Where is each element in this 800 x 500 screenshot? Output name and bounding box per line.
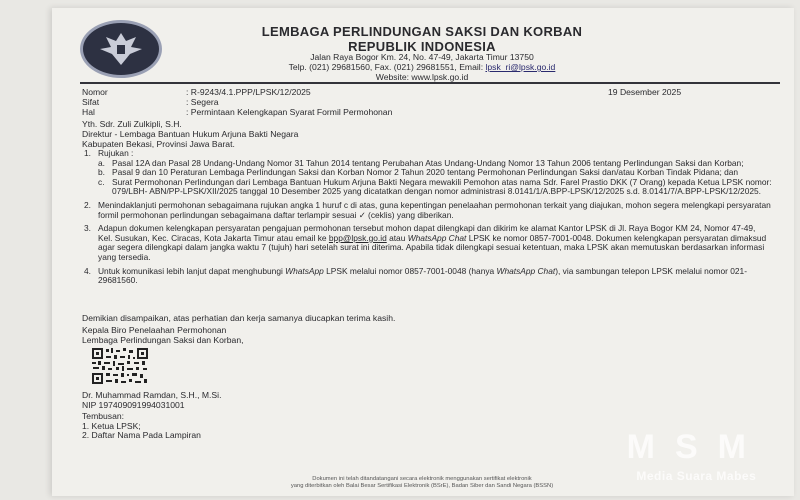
sifat-value: : Segera [186, 97, 219, 108]
body-item-4: 4. Untuk komunikasi lebih lanjut dapat menghubungi WhatsApp LPSK melalui nomor 0857-7001-0048 (hanya WhatsApp Chat), via sambungan telepon LPSK melalui nomor 021-29681560. [84, 265, 748, 286]
hal-value: : Permintaan Kelengkapan Syarat Formil Permohonan [186, 107, 393, 118]
letter-sheet [52, 8, 794, 496]
tembusan-item-1: 1. Ketua LPSK; [82, 420, 141, 431]
nomor-label: Nomor [82, 87, 108, 97]
contact-line: Telp. (021) 29681560, Fax. (021) 29681551, Email: lpsk_ri@lpsk.go.id [288, 62, 556, 72]
bpp-email-link[interactable]: bpp@lpsk.go.id [328, 232, 387, 243]
tembusan-title: Tembusan: [82, 411, 125, 421]
institution-title [202, 24, 642, 54]
country-name: REPUBLIK INDONESIA [348, 39, 496, 54]
letter-meta [82, 87, 392, 118]
watermark-logo-text: MSM [626, 428, 766, 466]
msm-watermark [627, 428, 766, 483]
closing-sentence: Demikian disampaikan, atas perhatian dan kerja samanya diucapkan terima kasih. [82, 313, 396, 323]
rujukan-a: a. Pasal 12A dan Pasal 28 Undang-Undang Nomor 31 Tahun 2014 tentang Perubahan Atas Undang-Undang Nomor 13 Tahun 2006 tentang Perlindungan Saksi dan Korban; [98, 157, 744, 168]
body-item-2: 2. Menindaklanjuti permohonan sebagaimana rujukan angka 1 huruf c di atas, guna kepentingan penelaahan permohonan terkait yang diajukan, mohon segera melengkapi persyaratan formil permohonan perlindungan sebagaimana daftar terlampir sesuai ✓ (ceklis) yang diberikan. [84, 199, 771, 220]
signer-name: Dr. Muhammad Ramdan, S.H., M.Si. [82, 390, 222, 400]
watermark-tagline: Media Suara Mabes [636, 469, 757, 483]
website-line: Website: www.lpsk.go.id [375, 72, 469, 82]
hal-label: Hal [82, 107, 95, 118]
esign-footer: Dokumen ini telah ditandatangani secara elektronik menggunakan sertifikat elektronik yang diterbitkan oleh Balai Besar Sertifikasi Elektronik (BSrE), Badan Siber dan Sandi Negara (BSSN) [290, 476, 554, 489]
letter-date: 19 Desember 2025 [608, 87, 682, 97]
signer-position: Kepala Biro Penelaahan Permohonan [82, 325, 227, 335]
institution-address [202, 52, 642, 82]
qr-code-icon [90, 346, 150, 386]
rujukan-b: b. Pasal 9 dan 10 Peraturan Lembaga Perlindungan Saksi dan Korban Nomor 2 Tahun 2020 tentang Permohonan Perlindungan Saksi dan/atau Korban Tindak Pidana; dan [98, 167, 739, 178]
tembusan-item-2: 2. Daftar Nama Pada Lampiran [82, 430, 201, 441]
nomor-value: : R-9243/4.1.PPP/LPSK/12/2025 [186, 87, 311, 97]
contact-email-link[interactable]: lpsk_ri@lpsk.go.id [485, 62, 556, 72]
signer-nip: NIP 197409091994031001 [82, 400, 185, 411]
signer-block [82, 325, 244, 345]
rujukan-c: c. Surat Permohonan Perlindungan dari Lembaga Bantuan Hukum Arjuna Bakti Negara mewakili Pemohon atas nama Sdr. Farel Prastio DKK (7 Orang) kepada Ketua LPSK nomor: 079/LBH- ABN/PP-LPSK/XII/2025 tanggal 10 Desember 2025 yang dicatatkan dengan nomor administrasi 8.0141/1/A.BPP-LPSK/12/2025 s.d. 8.0141/7/A.BPP-LPSK/12/2025. [98, 176, 772, 197]
garuda-emblem-icon [80, 20, 162, 78]
signer-identity [82, 390, 221, 410]
header-divider [80, 82, 780, 84]
sifat-label: Sifat [82, 97, 100, 108]
recipient-name: Yth. Sdr. Zuli Zulkipli, S.H. [82, 119, 182, 129]
recipient-title: Direktur - Lembaga Bantuan Hukum Arjuna Bakti Negara [82, 129, 299, 140]
body-item-1: 1. Rujukan : a. Pasal 12A dan Pasal 28 Undang-Undang Nomor 31 Tahun 2014 tentang Perubahan Atas Undang-Undang Nomor 13 Tahun 2006 tentang Perlindungan Saksi dan Korban; b. Pasal 9 dan 10 Peraturan Lembaga Perlindungan Saksi dan Korban Nomor 2 Tahun 2020 tentang Permohonan Perlindungan Saksi dan/atau Korban Tindak Pidana; dan c. Surat Permohonan Perlindungan dari Lembaga Bantuan Hukum Arjuna Bakti Negara mewakili Pemohon atas nama Sdr. Farel Prastio DKK (7 Orang) kepada Ketua LPSK nomor: 079/LBH- ABN/PP-LPSK/XII/2025 tanggal 10 Desember 2025 yang dicatatkan dengan nomor administrasi 8.0141/1/A.BPP-LPSK/12/2025 s.d. 8.0141/7/A.BPP-LPSK/12/2025. [84, 148, 772, 197]
rujukan-title: Rujukan : [98, 148, 134, 158]
recipient-block [82, 119, 298, 150]
letter-body [82, 149, 772, 290]
signer-institution: Lembaga Perlindungan Saksi dan Korban, [82, 335, 244, 346]
address-line: Jalan Raya Bogor Km. 24, No. 47-49, Jakarta Timur 13750 [310, 52, 534, 62]
recipient-location: Kabupaten Bekasi, Provinsi Jawa Barat. [82, 139, 235, 150]
institution-name: LEMBAGA PERLINDUNGAN SAKSI DAN KORBAN [261, 24, 583, 39]
tembusan-block [82, 412, 201, 441]
body-item-3: 3. Adapun dokumen kelengkapan persyaratan pengajuan permohonan tersebut mohon dapat dilengkapi dan dikirim ke alamat Kantor LPSK di Jl. Raya Bogor KM 24, Nomor 47-49, Kel. Susukan, Kec. Ciracas, Kota Jakarta Timur atau email ke bpp@lpsk.go.id atau WhatsApp Chat LPSK ke nomor 0857-7001-0048. Dokumen kelengkapan persyaratan dimaksud agar segera dilengkapi dalam jangka waktu 7 (tujuh) hari setelah surat ini diterima. Apabila tidak dilengkapi sesuai ketentuan, maka LPSK akan memutuskan berdasarkan informasi yang tersedia. [84, 223, 767, 262]
